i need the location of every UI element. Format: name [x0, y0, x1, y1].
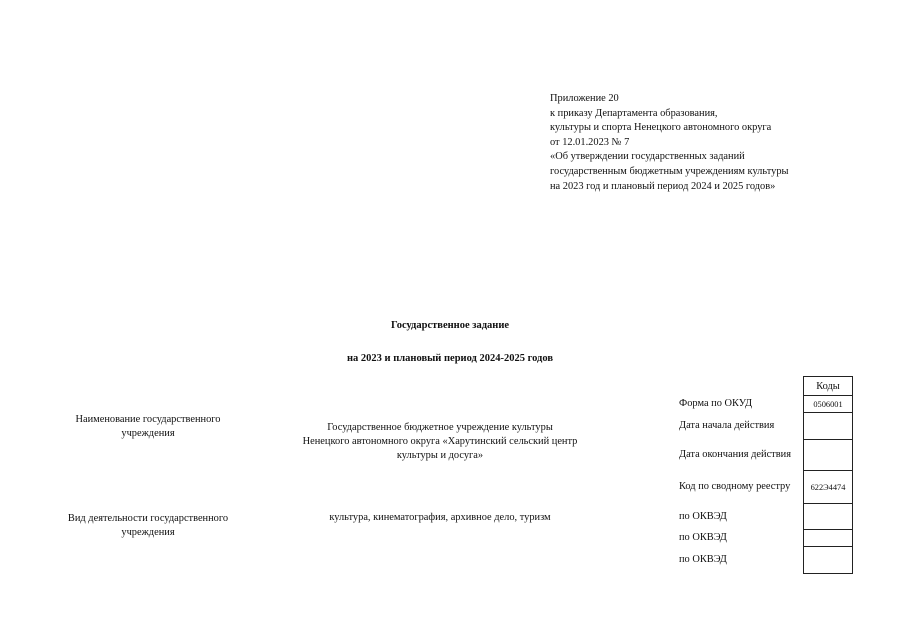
code-value — [804, 530, 853, 547]
code-value — [804, 413, 853, 440]
codes-row — [676, 471, 853, 504]
codes-header: Коды — [804, 377, 853, 396]
codes-header-row — [676, 377, 853, 396]
document-period: на 2023 и плановый период 2024-2025 годов — [346, 353, 554, 364]
appendix-line: на 2023 год и плановый период 2024 и 2025 годов» — [550, 180, 776, 192]
codes-row — [676, 547, 853, 574]
codes-table — [676, 376, 853, 574]
institution-name-line: культуры и досуга» — [396, 450, 484, 461]
appendix-line: к приказу Департамента образования, — [550, 107, 718, 119]
institution-name-line: Государственное бюджетное учреждение культуры — [327, 422, 553, 433]
activity-label-line: учреждения — [121, 527, 175, 538]
code-label: Дата начала действия — [679, 420, 775, 431]
appendix-line: от 12.01.2023 № 7 — [550, 136, 630, 148]
appendix-line: Приложение 20 — [550, 93, 619, 104]
institution-name — [270, 421, 610, 463]
codes-row — [676, 413, 853, 440]
code-label: по ОКВЭД — [679, 510, 727, 522]
institution-name-line: Ненецкого автономного округа «Харутинский сельский центр — [302, 436, 578, 447]
appendix-line: государственным бюджетным учреждениям культуры — [550, 165, 789, 177]
codes-row — [676, 530, 853, 547]
code-value: 0506001 — [804, 396, 853, 413]
code-label: Форма по ОКУД — [679, 398, 753, 409]
appendix-line: культуры и спорта Ненецкого автономного округа — [550, 122, 772, 134]
appendix-block — [550, 92, 850, 194]
document-title: Государственное задание — [390, 320, 510, 331]
code-value — [804, 547, 853, 574]
institution-label-line: учреждения — [121, 428, 175, 439]
codes-row — [676, 504, 853, 530]
activity-label-line: Вид деятельности государственного — [67, 513, 229, 524]
codes-row — [676, 440, 853, 471]
code-value: 622Э4474 — [804, 471, 853, 504]
activity-label — [48, 512, 248, 540]
code-label: Код по сводному реестру — [679, 481, 791, 492]
institution-label — [48, 413, 248, 441]
institution-label-line: Наименование государственного — [75, 414, 221, 425]
codes-row — [676, 396, 853, 413]
code-label: по ОКВЭД — [679, 532, 727, 543]
appendix-line: «Об утверждении государственных заданий — [550, 151, 745, 163]
code-value — [804, 504, 853, 530]
activity-value: культура, кинематография, архивное дело, туризм — [329, 512, 551, 523]
code-value — [804, 440, 853, 471]
code-label: Дата окончания действия — [679, 449, 791, 460]
code-label: по ОКВЭД — [679, 554, 727, 565]
